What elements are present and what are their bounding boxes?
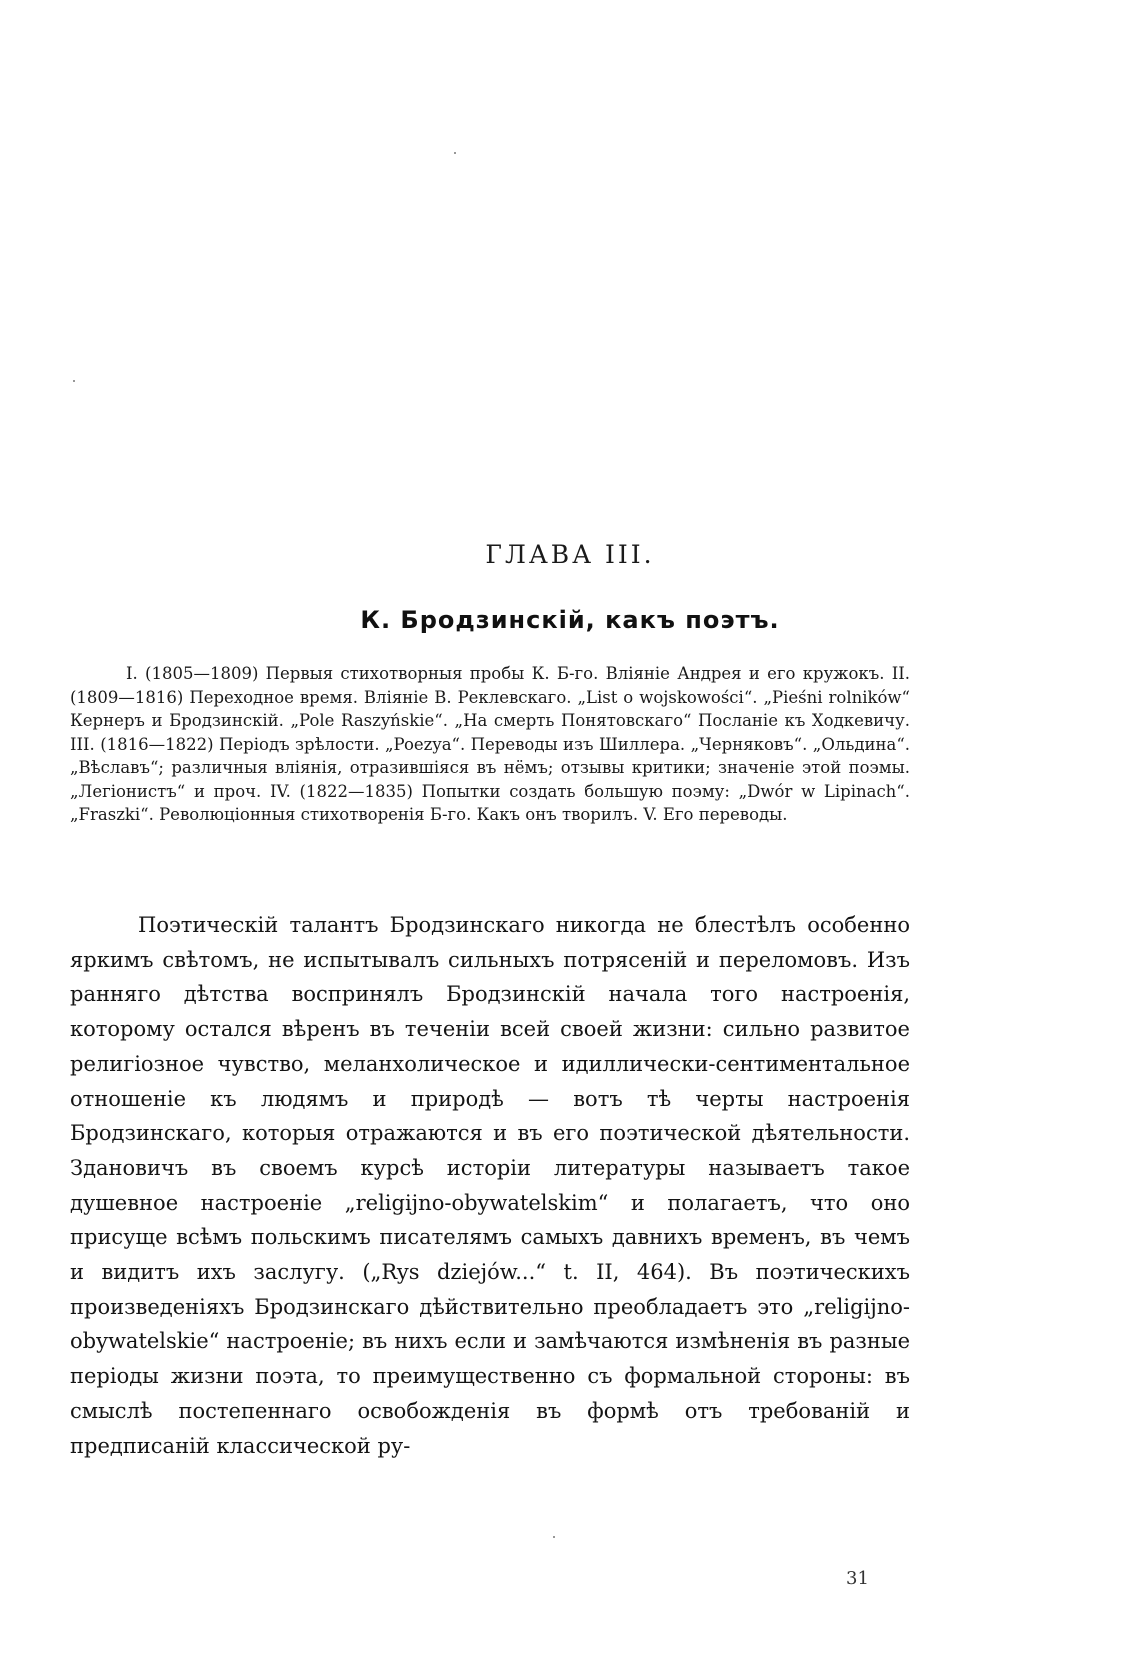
page-number: 31: [846, 1568, 869, 1589]
chapter-heading: ГЛАВА III.: [485, 540, 655, 569]
chapter-summary: I. (1805—1809) Первыя стихотворныя пробы К. Б-го. Вліяніе Андрея и его кружокъ. II. (1809—1816) Переходное время. Вліяніе В. Реклевскаго. „List o wojskowości“. „Pieśni rolników“ Кернеръ и Бродзинскій. „Pole Raszyńskie“. „На смерть Понятовскаго“ Посланіе къ Ходкевичу. III. (1816—1822) Періодъ зрѣлости. „Poezya“. Переводы изъ Шиллера. „Черняковъ“. „Ольдина“. „Вѣславъ“; различныя вліянія, отразившіяся въ нёмъ; отзывы критики; значеніе этой поэмы. „Легіонистъ“ и проч. IV. (1822—1835) Попытки создать большую поэму: „Dwór w Lipinach“. „Fraszki“. Революціонныя стихотворенія Б-го. Какъ онъ творилъ. V. Его переводы.: [70, 664, 910, 824]
paper-speck: [454, 152, 456, 154]
chapter-title: К. Бродзинскій, какъ поэтъ.: [360, 606, 780, 634]
paper-speck: [553, 1536, 555, 1538]
body-paragraph: Поэтическій талантъ Бродзинскаго никогда не блестѣлъ особенно яркимъ свѣтомъ, не испытывалъ сильныхъ потрясеній и переломовъ. Изъ ранняго дѣтства воспринялъ Бродзинскій начала того настроенія, которому остался вѣренъ въ теченіи всей своей жизни: сильно развитое религіозное чувство, меланхолическое и идиллически-сентиментальное отношеніе къ людямъ и природѣ — вотъ тѣ черты настроенія Бродзинскаго, которыя отражаются и въ его поэтической дѣятельности. Здановичъ въ своемъ курсѣ исторіи литературы называетъ такое душевное настроеніе „religijno-obywatelskim“ и полагаетъ, что оно присуще всѣмъ польскимъ писателямъ самыхъ давнихъ временъ, въ чемъ и видитъ ихъ заслугу. („Rys dziejów...“ t. II, 464). Въ поэтическихъ произведеніяхъ Бродзинскаго дѣйствительно преобладаетъ это „religijno-obywatelskie“ настроеніе; въ нихъ если и замѣчаются измѣненія въ разные періоды жизни поэта, то преимущественно съ формальной стороны: въ смыслѣ постепеннаго освобожденія въ формѣ отъ требованій и предписаній классической ру-: [70, 913, 910, 1458]
paper-speck: [73, 380, 75, 382]
